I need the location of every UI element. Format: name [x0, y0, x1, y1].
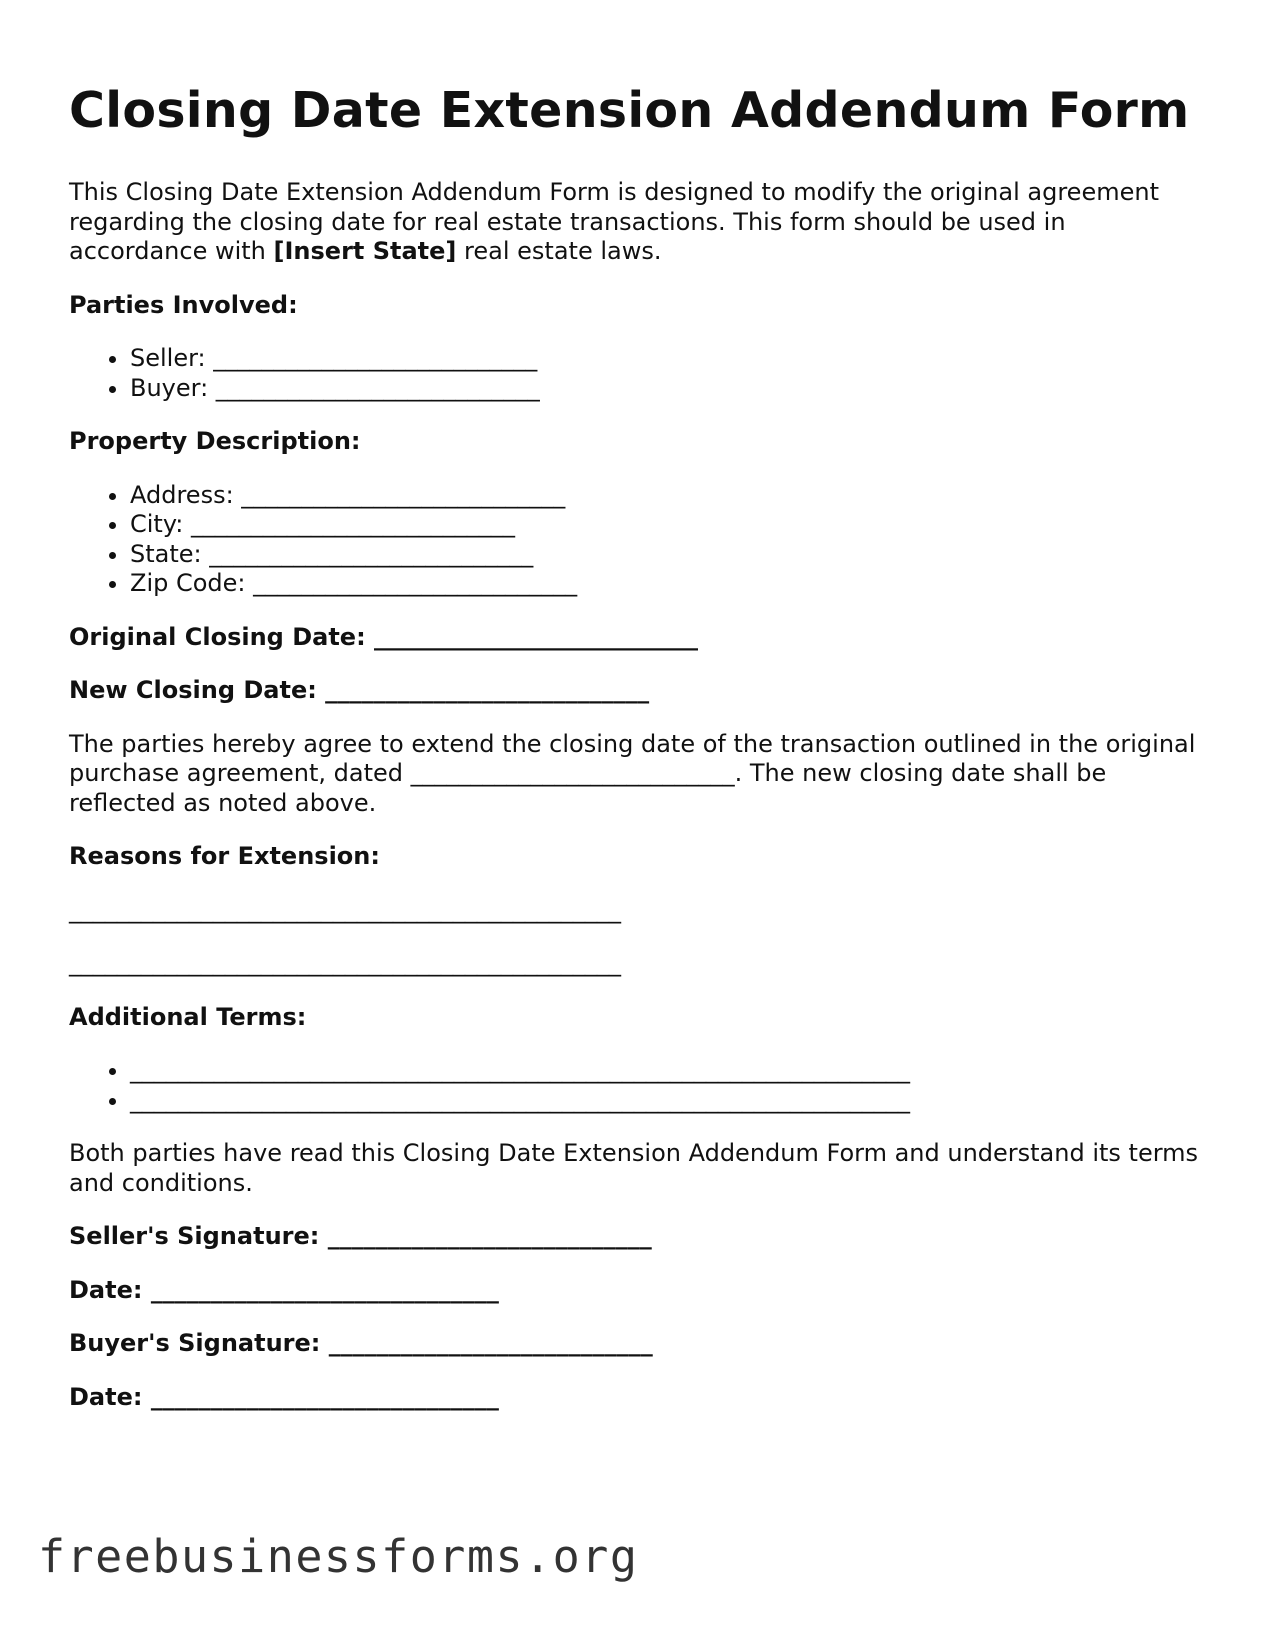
new-closing-date-field[interactable]: New Closing Date: ___________________________ [69, 676, 650, 704]
city-field[interactable]: • City: ___________________________ [130, 510, 1199, 540]
zip-code-field[interactable]: • Zip Code: ___________________________ [130, 569, 1199, 599]
seller-field[interactable]: • Seller: ___________________________ [130, 344, 1199, 374]
state-field[interactable]: • State: ___________________________ [130, 540, 1199, 570]
intro-text-after: real estate laws. [456, 237, 662, 265]
agreement-text-after: . The new closing date shall be reflected as noted above. [69, 759, 1107, 817]
intro-text-before: This Closing Date Extension Addendum Form is designed to modify the original agreement regarding the closing date for real estate transactions. This form should be used in accordance with [69, 178, 1159, 265]
additional-terms-heading: Additional Terms: [69, 1002, 307, 1031]
property-heading: Property Description: [69, 427, 361, 455]
buyer-field[interactable]: • Buyer: ___________________________ [130, 374, 1199, 404]
agreement-paragraph [69, 730, 1199, 819]
watermark: freebusinessforms.org [38, 1530, 639, 1583]
parties-heading: Parties Involved: [69, 290, 298, 319]
address-field[interactable]: • Address: ___________________________ [130, 481, 1199, 511]
form-document [69, 82, 1199, 1436]
original-closing-date-field[interactable]: Original Closing Date: ___________________________ [69, 622, 699, 651]
additional-terms-list [69, 1056, 1199, 1115]
seller-signature-field[interactable]: Seller's Signature: ___________________________ [69, 1222, 652, 1250]
buyer-signature-field[interactable]: Buyer's Signature: ___________________________ [69, 1329, 653, 1357]
buyer-date-field[interactable]: Date: _____________________________ [69, 1382, 499, 1411]
agreement-date-field[interactable]: ___________________________ [410, 759, 735, 787]
additional-term-1[interactable]: • _________________________________________________________________ [130, 1056, 1199, 1086]
reasons-heading: Reasons for Extension: [69, 842, 380, 870]
state-placeholder: [Insert State] [273, 237, 457, 265]
agreement-text-before: The parties hereby agree to extend the closing date of the transaction outlined in the original purchase agreement, dated [69, 729, 1196, 787]
property-list [69, 481, 1199, 599]
reason-line-1[interactable]: ______________________________________________ [69, 895, 621, 924]
reason-line-2[interactable]: ______________________________________________ [69, 949, 621, 977]
parties-list [69, 344, 1199, 403]
acknowledgement-paragraph: Both parties have read this Closing Date Extension Addendum Form and understand its terms and conditions. [69, 1139, 1199, 1197]
page-title: Closing Date Extension Addendum Form [69, 82, 1190, 139]
additional-term-2[interactable]: • _________________________________________________________________ [130, 1086, 1199, 1116]
intro-paragraph [69, 178, 1199, 267]
seller-date-field[interactable]: Date: _____________________________ [69, 1275, 499, 1304]
